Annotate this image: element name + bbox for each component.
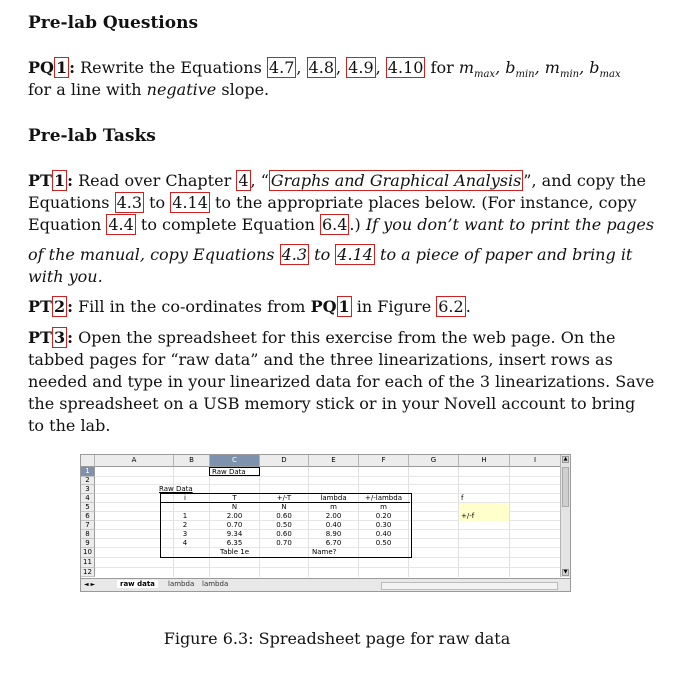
column-header[interactable]: H <box>459 455 510 467</box>
pt1-line1: PT 1 : Read over Chapter 4 , “ Graphs and Graphical Analysis ”, and copy the <box>28 171 646 190</box>
row-header[interactable]: 7 <box>81 521 95 530</box>
table-cell[interactable]: 0.50 <box>276 521 292 529</box>
vertical-scrollbar[interactable] <box>560 455 570 577</box>
cell-c4[interactable]: T <box>232 494 237 502</box>
column-header[interactable]: G <box>409 455 459 467</box>
pt3-line1: PT 3 : Open the spreadsheet for this exercise from the web page. On the <box>28 328 616 347</box>
table-cell[interactable]: 0.40 <box>325 521 342 529</box>
table-cell[interactable]: 3 <box>182 530 188 538</box>
sheet-tab-bar <box>81 578 570 591</box>
pt1-line2: Equations 4.3 to 4.14 to the appropriate places below. (For instance, copy <box>28 193 637 212</box>
tab-lambda-1[interactable]: lambda <box>168 580 195 588</box>
cell-c5[interactable]: N <box>231 503 238 511</box>
pt1-line4: of the manual, copy Equations 4.3 to 4.14 to a piece of paper and bring it <box>28 245 633 264</box>
pq-ref[interactable]: 1 <box>338 297 350 316</box>
pq1-line1: PQ 1 : Rewrite the Equations 4.7 , 4.8 , 4.9 , 4.10 for $m_{max}$, $b_{min}$, $m_{min}$, $b_{max}$ <box>28 58 621 81</box>
math-vars: $m_{max}$, $b_{min}$, $m_{min}$, $b_{max}$ <box>458 58 621 81</box>
cell-d5[interactable]: N <box>281 503 287 511</box>
table-cell[interactable]: 2.00 <box>226 512 243 520</box>
table-cell[interactable]: 0.60 <box>276 530 292 538</box>
eq-ref[interactable]: 4.4 <box>108 215 134 234</box>
eq-ref[interactable]: 6.4 <box>321 215 348 234</box>
cell-e5[interactable]: m <box>330 503 337 511</box>
cell-c10[interactable]: Table 1e <box>219 548 250 556</box>
column-header[interactable]: C <box>210 455 260 467</box>
row-header[interactable]: 8 <box>81 530 95 539</box>
table-cell[interactable]: 6.70 <box>325 539 342 547</box>
cell-h4[interactable]: f <box>461 494 464 502</box>
eq-ref[interactable]: 4.3 <box>116 193 143 212</box>
row-header[interactable]: 10 <box>81 548 95 558</box>
row-header[interactable]: 5 <box>81 503 95 512</box>
pt3-line2: tabbed pages for “raw data” and the three linearizations, insert rows as <box>28 350 613 369</box>
prelab-questions-heading: Pre-lab Questions <box>28 13 199 33</box>
table-cell[interactable]: 0.70 <box>226 521 243 529</box>
scroll-up-icon[interactable]: ▲ <box>563 456 568 462</box>
scroll-thumb[interactable] <box>562 467 569 507</box>
chapter-title-ref[interactable]: Graphs and Graphical Analysis <box>270 171 522 190</box>
highlight-cell[interactable] <box>459 503 509 512</box>
pt2-line: PT 2 : Fill in the co-ordinates from PQ 1 in Figure 6.2 . <box>28 297 471 316</box>
table-cell[interactable]: 1 <box>182 512 188 520</box>
pq-label: PQ 1 : <box>28 58 76 77</box>
figure-ref[interactable]: 6.2 <box>438 297 464 316</box>
eq-ref[interactable]: 4.14 <box>337 245 373 264</box>
table-cell[interactable]: 0.70 <box>276 539 292 547</box>
cell-d4[interactable]: +/-T <box>276 494 292 502</box>
pq1-line2: for a line with negative slope. <box>28 80 270 99</box>
table-cell[interactable]: 2 <box>182 521 188 529</box>
column-header[interactable]: I <box>510 455 561 467</box>
row-header[interactable]: 12 <box>81 568 95 577</box>
table-cell[interactable]: 6.35 <box>226 539 243 547</box>
eq-ref[interactable]: 4.3 <box>281 245 308 264</box>
tab-lambda-2[interactable]: lambda <box>202 580 229 588</box>
eq-ref[interactable]: 4.9 <box>348 58 374 77</box>
row-header[interactable]: 9 <box>81 539 95 548</box>
table-cell[interactable]: 8.90 <box>325 530 342 538</box>
pq1-text: Rewrite the Equations <box>80 58 262 77</box>
table-cell[interactable]: 4 <box>182 539 188 547</box>
corner-cell[interactable] <box>81 455 95 467</box>
chapter-ref[interactable]: 4 <box>238 171 249 190</box>
column-header[interactable]: D <box>260 455 309 467</box>
eq-ref[interactable]: 4.7 <box>268 58 295 77</box>
table-cell[interactable]: 0.50 <box>375 539 392 547</box>
column-header[interactable]: E <box>309 455 359 467</box>
table-cell[interactable]: 0.30 <box>375 521 392 529</box>
pt3-line4: the spreadsheet on a USB memory stick or in your Novell account to bring <box>28 394 636 413</box>
cell-f4[interactable]: +/-lambda <box>365 494 402 502</box>
row-header[interactable]: 4 <box>81 494 95 503</box>
table-cell[interactable]: 0.60 <box>276 512 292 520</box>
cell-e4[interactable]: lambda <box>320 494 347 502</box>
cell-e10[interactable]: Name? <box>312 548 337 556</box>
cell-h6[interactable]: +/-f <box>461 512 475 520</box>
column-header[interactable]: B <box>174 455 210 467</box>
row-header[interactable]: 1 <box>81 467 95 477</box>
table-cell[interactable]: 0.40 <box>375 530 392 538</box>
horizontal-scrollbar[interactable] <box>381 582 558 590</box>
spreadsheet <box>80 454 571 592</box>
column-header[interactable]: A <box>95 455 174 467</box>
row-header[interactable]: 3 <box>81 485 95 494</box>
table-cell[interactable]: 9.34 <box>226 530 243 538</box>
column-header[interactable]: F <box>359 455 409 467</box>
tab-nav-icon[interactable]: ◄ ► <box>84 581 96 588</box>
figure-caption: Figure 6.3: Spreadsheet page for raw data <box>163 629 511 648</box>
cell-b4[interactable]: i <box>184 494 186 502</box>
row-header[interactable]: 6 <box>81 512 95 521</box>
pt3-line3: needed and type in your linearized data for each of the 3 linearizations. Save <box>28 372 655 391</box>
row-header[interactable]: 11 <box>81 558 95 568</box>
eq-ref[interactable]: 4.10 <box>387 58 424 77</box>
row-header[interactable]: 2 <box>81 477 95 485</box>
pt1-line5: with you. <box>28 267 103 286</box>
pt1-line3: Equation 4.4 to complete Equation 6.4 .) If you don’t want to print the pages <box>28 215 655 234</box>
selected-cell-c1[interactable]: Raw Data <box>209 467 260 476</box>
pt3-line5: to the lab. <box>28 416 111 435</box>
scroll-down-icon[interactable]: ▼ <box>563 569 568 575</box>
table-cell[interactable]: 0.20 <box>375 512 392 520</box>
eq-ref[interactable]: 4.14 <box>172 193 208 212</box>
table-cell[interactable]: 2.00 <box>325 512 342 520</box>
prelab-tasks-heading: Pre-lab Tasks <box>28 126 156 146</box>
eq-ref[interactable]: 4.8 <box>308 58 334 77</box>
cell-b3[interactable]: Raw Data <box>159 485 193 493</box>
tab-raw-data[interactable]: raw data <box>117 580 158 588</box>
cell-f5[interactable]: m <box>380 503 387 511</box>
